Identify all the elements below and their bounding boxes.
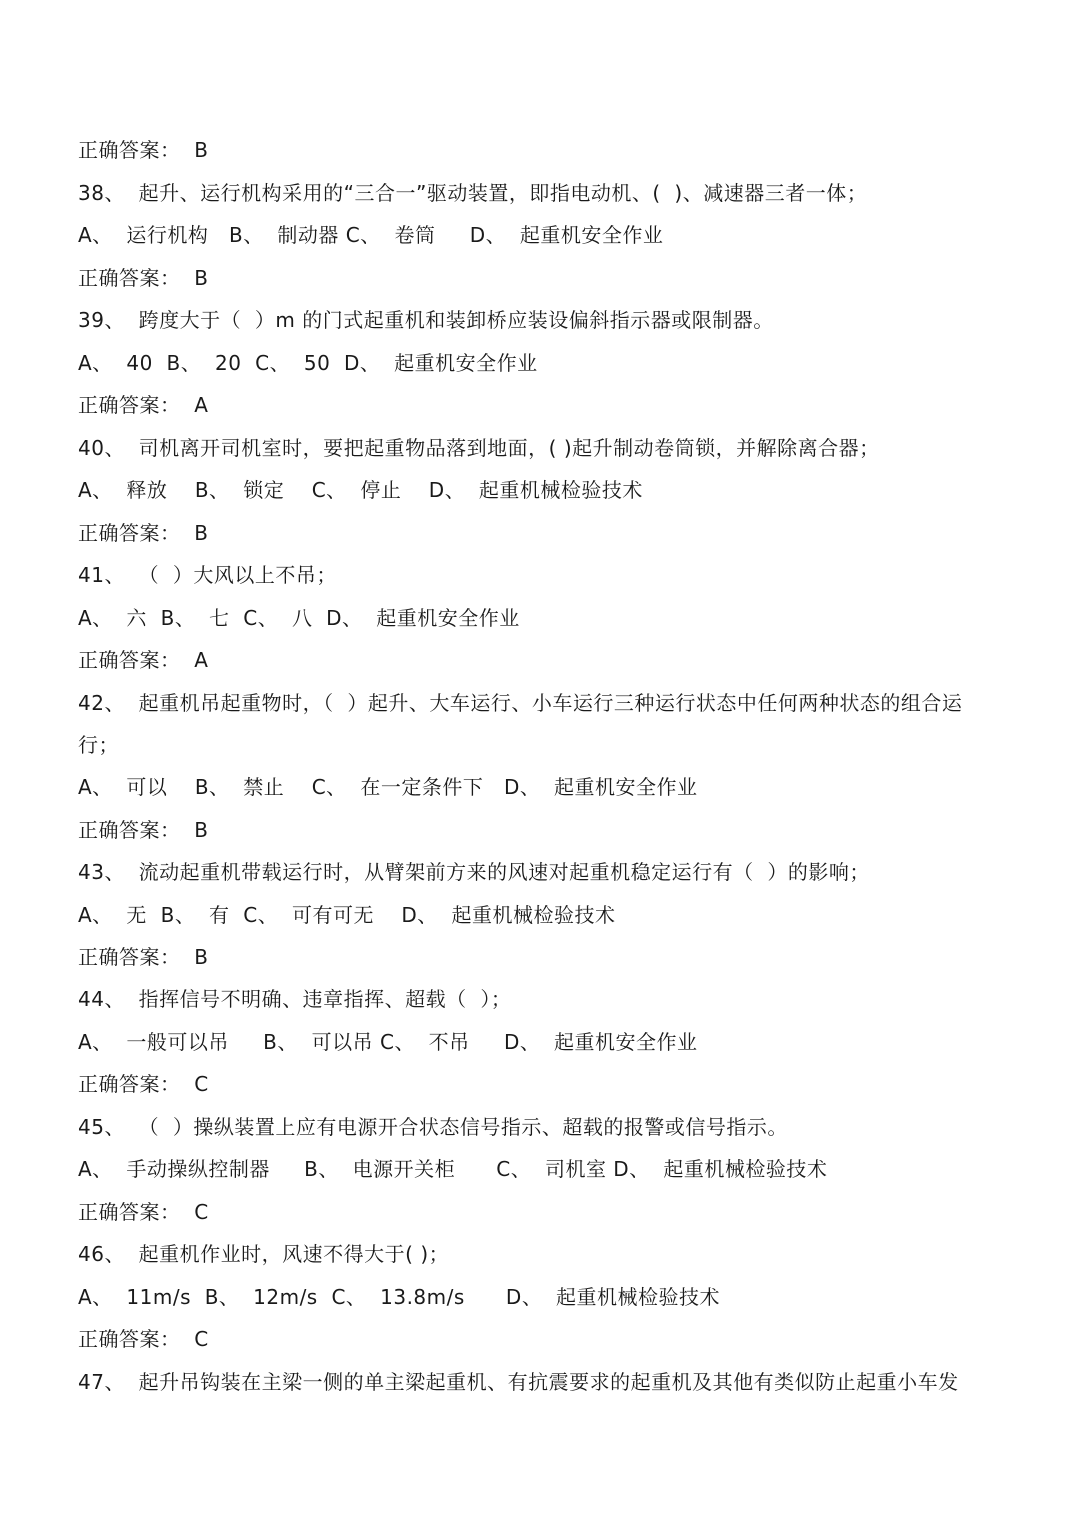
question-45: 45、 （ ）操纵装置上应有电源开合状态信号指示、超载的报警或信号指示。 — [78, 1115, 788, 1139]
options-39: A、 40 B、 20 C、 50 D、 起重机安全作业 — [78, 351, 538, 375]
question-47: 47、 起升吊钩装在主梁一侧的单主梁起重机、有抗震要求的起重机及其他有类似防止起重小车发 — [78, 1370, 959, 1394]
answer-43: 正确答案： B — [78, 945, 209, 969]
answer-44: 正确答案： C — [78, 1072, 209, 1096]
answer-line: 正确答案： B — [78, 138, 209, 162]
options-45: A、 手动操纵控制器 B、 电源开关柜 C、 司机室 D、 起重机械检验技术 — [78, 1157, 828, 1181]
answer-39: 正确答案： A — [78, 393, 209, 417]
answer-38: 正确答案： B — [78, 266, 209, 290]
question-40: 40、 司机离开司机室时，要把起重物品落到地面，( )起升制动卷筒锁，并解除离合器； — [78, 436, 880, 460]
question-39: 39、 跨度大于（ ）m 的门式起重机和装卸桥应装设偏斜指示器或限制器。 — [78, 308, 774, 332]
options-43: A、 无 B、 有 C、 可有可无 D、 起重机械检验技术 — [78, 903, 616, 927]
answer-40: 正确答案： B — [78, 521, 209, 545]
options-40: A、 释放 B、 锁定 C、 停止 D、 起重机械检验技术 — [78, 478, 643, 502]
question-46: 46、 起重机作业时，风速不得大于( )； — [78, 1242, 450, 1266]
question-42: 42、 起重机吊起重物时，（ ）起升、大车运行、小车运行三种运行状态中任何两种状态的组合运 — [78, 691, 963, 715]
answer-41: 正确答案： A — [78, 648, 209, 672]
question-44: 44、 指挥信号不明确、违章指挥、超载（ ）； — [78, 987, 512, 1011]
answer-42: 正确答案： B — [78, 818, 209, 842]
options-42: A、 可以 B、 禁止 C、 在一定条件下 D、 起重机安全作业 — [78, 775, 698, 799]
options-46: A、 11m/s B、 12m/s C、 13.8m/s D、 起重机械检验技术 — [78, 1285, 721, 1309]
question-38: 38、 起升、运行机构采用的“三合一”驱动装置，即指电动机、( )、减速器三者一体； — [78, 181, 868, 205]
answer-46: 正确答案： C — [78, 1327, 209, 1351]
question-41: 41、 （ ）大风以上不吊； — [78, 563, 337, 587]
question-43: 43、 流动起重机带载运行时，从臂架前方来的风速对起重机稳定运行有（ ）的影响； — [78, 860, 870, 884]
options-38: A、 运行机构 B、 制动器 C、 卷筒 D、 起重机安全作业 — [78, 223, 664, 247]
question-42-continued: 行； — [78, 733, 119, 757]
options-41: A、 六 B、 七 C、 八 D、 起重机安全作业 — [78, 606, 520, 630]
answer-45: 正确答案： C — [78, 1200, 209, 1224]
options-44: A、 一般可以吊 B、 可以吊 C、 不吊 D、 起重机安全作业 — [78, 1030, 698, 1054]
